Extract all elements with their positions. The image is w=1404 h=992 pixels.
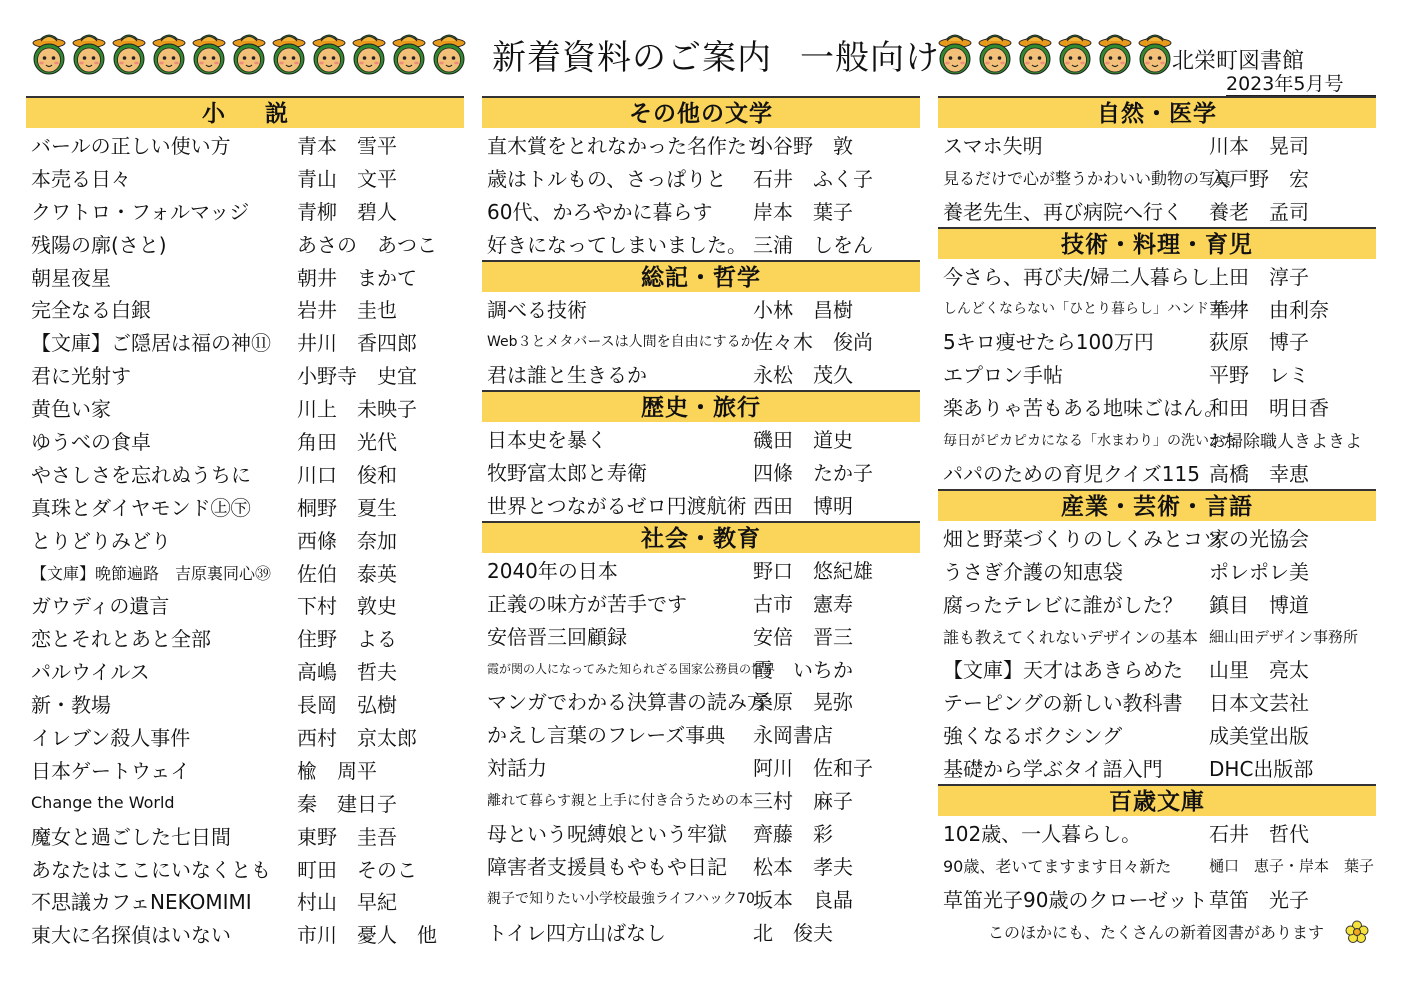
book-title: 対話力 [487, 756, 547, 781]
section-header: 小説 [26, 96, 464, 128]
book-author: 成美堂出版 [1209, 724, 1309, 749]
book-author: 北 俊夫 [753, 920, 833, 945]
book-title: 新・教場 [31, 693, 111, 718]
book-title: パルウイルス [31, 660, 150, 685]
book-row [482, 915, 920, 948]
watermelon-mascot-icon [1136, 28, 1174, 78]
book-title: 安倍晋三回顧録 [487, 624, 627, 649]
watermelon-mascot-icon [190, 28, 228, 78]
book-author: お掃除職人きよきよ [1209, 432, 1362, 453]
book-title: あなたはここにいなくとも [31, 857, 271, 882]
book-title: 離れて暮らす親と上手に付き合うための本 [487, 792, 753, 809]
book-title: 草笛光子90歳のクローゼット [943, 887, 1208, 912]
book-author: 井川 香四郎 [297, 331, 417, 356]
book-title: 2040年の日本 [487, 558, 618, 583]
mascot-row-left [30, 28, 468, 78]
book-title: 霞が関の人になってみた知られざる国家公務員の世界 [487, 661, 776, 676]
watermelon-mascot-icon [430, 28, 468, 78]
book-row [482, 488, 920, 521]
book-title: 残陽の廓(さと) [31, 232, 167, 257]
book-row [938, 128, 1376, 161]
book-row [938, 816, 1376, 849]
book-row [938, 652, 1376, 685]
watermelon-mascot-icon [70, 28, 108, 78]
book-row [26, 391, 464, 424]
book-author: 三浦 しをん [753, 232, 873, 257]
book-title: 102歳、一人暮らし。 [943, 821, 1142, 846]
book-author: ポレポレ美 [1209, 559, 1309, 584]
watermelon-mascot-icon [110, 28, 148, 78]
book-row [26, 424, 464, 457]
book-title: とりどりみどり [31, 528, 171, 553]
book-author: 石井 哲代 [1209, 821, 1309, 846]
book-row [26, 457, 464, 490]
book-author: 霞 いちか [753, 657, 853, 682]
book-title: しんどくならない「ひとり暮らし」ハンドブック [943, 301, 1250, 317]
book-row [482, 553, 920, 586]
book-row [938, 194, 1376, 227]
book-author: 齊藤 彩 [753, 821, 833, 846]
book-row [482, 882, 920, 915]
book-title: ガウディの遺言 [31, 594, 170, 619]
section-header: 産業・芸術・言語 [938, 489, 1376, 521]
book-row [26, 786, 464, 819]
book-author: 永松 茂久 [753, 363, 853, 388]
book-title: 障害者支援員もやもや日記 [487, 854, 727, 879]
book-author: 養老 孟司 [1209, 199, 1309, 224]
book-author: 華井 由利奈 [1209, 297, 1329, 322]
book-author: あさの あつこ [297, 232, 437, 257]
column-1 [26, 96, 464, 950]
book-author: 川本 晃司 [1209, 133, 1309, 158]
book-author: 和田 明日香 [1209, 396, 1329, 421]
book-title: 魔女と過ごした七日間 [31, 824, 231, 849]
book-row [482, 783, 920, 816]
book-row [26, 588, 464, 621]
book-author: 西村 京太郎 [297, 725, 417, 750]
book-row [26, 292, 464, 325]
section-header: 自然・医学 [938, 96, 1376, 128]
book-row [482, 586, 920, 619]
book-row [482, 849, 920, 882]
page-title-sub: 一般向け [800, 38, 940, 78]
book-author: 日本文芸社 [1209, 691, 1309, 716]
book-title: 正義の味方が苦手です [487, 591, 687, 616]
book-row [482, 324, 920, 357]
book-title: Web３とメタバースは人間を自由にするか [487, 333, 755, 350]
book-row [482, 128, 920, 161]
book-title: 養老先生、再び病院へ行く [943, 199, 1183, 224]
book-title: Change the World [31, 792, 175, 812]
watermelon-mascot-icon [1096, 28, 1134, 78]
book-author: DHC出版部 [1209, 757, 1314, 782]
book-row [26, 227, 464, 260]
book-title: 日本ゲートウェイ [31, 758, 191, 783]
book-title: 【文庫】ご隠居は福の神⑪ [31, 331, 271, 356]
section-header: 歴史・旅行 [482, 390, 920, 422]
section-header: 社会・教育 [482, 521, 920, 553]
book-row [482, 717, 920, 750]
column-3 [938, 96, 1376, 915]
book-title: ゆうべの食卓 [31, 429, 151, 454]
book-title: パパのための育児クイズ115 [943, 461, 1200, 486]
book-author: 平野 レミ [1209, 363, 1309, 388]
watermelon-mascot-icon [1016, 28, 1054, 78]
book-row [26, 621, 464, 654]
page-title [492, 30, 940, 79]
book-title: バールの正しい使い方 [31, 133, 231, 158]
book-title: マンガでわかる決算書の読み方 [487, 690, 767, 715]
book-title: 【文庫】晩節遍路 吉原裏同心㊴ [31, 563, 272, 583]
book-row [26, 556, 464, 589]
book-row [482, 455, 920, 488]
book-author: 上田 淳子 [1209, 264, 1309, 289]
book-author: 坂本 良晶 [753, 887, 853, 912]
book-row [26, 490, 464, 523]
book-row [26, 917, 464, 950]
book-title: クワトロ・フォルマッジ [31, 199, 250, 224]
book-title: 楽ありゃ苦もある地味ごはん。 [943, 396, 1225, 421]
book-author: 佐伯 泰英 [297, 561, 397, 586]
book-author: 岩井 圭也 [297, 298, 397, 323]
book-author: 川口 俊和 [297, 462, 397, 487]
section-header: 百歳文庫 [938, 784, 1376, 816]
watermelon-mascot-icon [270, 28, 308, 78]
book-title: 真珠とダイヤモンド㊤㊦ [31, 495, 251, 520]
book-author: 佐々木 俊尚 [753, 330, 873, 355]
book-row [938, 357, 1376, 390]
book-title: 腐ったテレビに誰がした？ [943, 592, 1183, 617]
book-title: トイレ四方山ばなし [487, 920, 666, 945]
book-title: 君は誰と生きるか [487, 363, 647, 388]
book-row [26, 161, 464, 194]
watermelon-mascot-icon [1056, 28, 1094, 78]
book-row [938, 685, 1376, 718]
book-row [482, 357, 920, 390]
book-row [26, 654, 464, 687]
book-title: 歳はトルもの、さっぱりと [487, 166, 727, 191]
book-row [938, 423, 1376, 456]
book-row [938, 587, 1376, 620]
book-row [482, 161, 920, 194]
book-author: 桑原 晃弥 [753, 690, 853, 715]
book-row [938, 161, 1376, 194]
watermelon-mascot-icon [350, 28, 388, 78]
book-title: 東大に名探偵はいない [31, 923, 231, 948]
book-title: 好きになってしまいました。 [487, 232, 747, 257]
book-title: 5キロ痩せたら100万円 [943, 330, 1154, 355]
flower-icon [1345, 920, 1369, 944]
book-author: 西條 奈加 [297, 528, 397, 553]
book-author: 小野寺 史宜 [297, 364, 417, 389]
book-row [938, 390, 1376, 423]
book-author: 草笛 光子 [1209, 887, 1309, 912]
book-title: 親子で知りたい小学校最強ライフハック70 [487, 891, 755, 908]
book-author: 家の光協会 [1209, 526, 1309, 551]
book-title: 朝星夜星 [31, 265, 111, 290]
book-row [482, 292, 920, 325]
book-row [26, 260, 464, 293]
book-author: 安倍 晋三 [753, 624, 853, 649]
library-name: 北栄町図書館 [1172, 49, 1305, 74]
book-author: 青柳 碧人 [297, 199, 397, 224]
section-header: その他の文学 [482, 96, 920, 128]
book-title: 牧野富太郎と寿衛 [487, 461, 647, 486]
book-author: 高嶋 哲夫 [297, 660, 397, 685]
section-header: 技術・料理・育児 [938, 227, 1376, 259]
book-author: 角田 光代 [297, 429, 397, 454]
book-title: 調べる技術 [487, 297, 587, 322]
book-row [26, 358, 464, 391]
book-row [938, 259, 1376, 292]
book-title: 【文庫】天才はあきらめた [943, 658, 1183, 683]
book-title: 黄色い家 [31, 397, 111, 422]
book-author: 入戸野 宏 [1209, 166, 1309, 191]
book-title: 毎日がピカピカになる「水まわり」の洗いかた [943, 432, 1237, 449]
book-title: 今さら、再び夫/婦二人暮らし [943, 264, 1210, 289]
book-title: やさしさを忘れぬうちに [31, 462, 251, 487]
book-title: 見るだけで心が整うかわいい動物の写真 [943, 168, 1232, 188]
book-row [482, 652, 920, 685]
book-title: うさぎ介護の知恵袋 [943, 559, 1123, 584]
book-author: 東野 圭吾 [297, 824, 397, 849]
book-title: エプロン手帖 [943, 363, 1063, 388]
book-title: イレブン殺人事件 [31, 725, 191, 750]
book-row [26, 194, 464, 227]
book-title: 直木賞をとれなかった名作たち [487, 133, 767, 158]
book-author: 西田 博明 [753, 493, 853, 518]
watermelon-mascot-icon [310, 28, 348, 78]
book-author: 小林 昌樹 [753, 297, 853, 322]
page-title-main: 新着資料のご案内 [492, 38, 772, 78]
book-row [26, 325, 464, 358]
book-row [26, 819, 464, 852]
watermelon-mascot-icon [936, 28, 974, 78]
book-row [938, 521, 1376, 554]
book-row [938, 882, 1376, 915]
watermelon-mascot-icon [390, 28, 428, 78]
book-row [482, 750, 920, 783]
book-author: 桐野 夏生 [297, 495, 397, 520]
book-title: 不思議カフェNEKOMIMI [31, 890, 252, 915]
book-author: 川上 未映子 [297, 397, 417, 422]
book-author: 市川 憂人 他 [297, 923, 437, 948]
book-row [482, 816, 920, 849]
footer-note: このほかにも、たくさんの新着図書があります [988, 923, 1325, 942]
book-author: 小谷野 敦 [753, 133, 853, 158]
book-author: 町田 そのこ [297, 857, 417, 882]
book-row [482, 684, 920, 717]
book-title: 母という呪縛娘という牢獄 [487, 821, 727, 846]
book-author: 磯田 道史 [753, 428, 853, 453]
book-title: 基礎から学ぶタイ語入門 [943, 757, 1163, 782]
book-author: 阿川 佐和子 [753, 756, 873, 781]
book-title: 完全なる白銀 [31, 298, 151, 323]
book-row [938, 554, 1376, 587]
book-row [938, 456, 1376, 489]
book-row [26, 128, 464, 161]
book-title: 本売る日々 [31, 166, 131, 191]
book-author: 石井 ふく子 [753, 166, 873, 191]
book-row [482, 194, 920, 227]
book-author: 住野 よる [297, 627, 397, 652]
book-author: 秦 建日子 [297, 791, 397, 816]
section-header: 総記・哲学 [482, 260, 920, 292]
book-row [26, 523, 464, 556]
book-row [482, 422, 920, 455]
book-title: 恋とそれとあと全部 [31, 627, 211, 652]
book-author: 高橋 幸恵 [1209, 461, 1309, 486]
book-title: 60代、かろやかに暮らす [487, 199, 713, 224]
book-row [938, 718, 1376, 751]
watermelon-mascot-icon [30, 28, 68, 78]
book-row [26, 852, 464, 885]
book-author: 山里 亮太 [1209, 658, 1309, 683]
book-row [26, 720, 464, 753]
watermelon-mascot-icon [230, 28, 268, 78]
book-author: 荻原 博子 [1209, 330, 1309, 355]
watermelon-mascot-icon [976, 28, 1014, 78]
book-title: テーピングの新しい教科書 [943, 691, 1183, 716]
book-title: かえし言葉のフレーズ事典 [487, 723, 726, 748]
book-title: 強くなるボクシング [943, 724, 1123, 749]
watermelon-mascot-icon [150, 28, 188, 78]
mascot-row-right [936, 28, 1174, 78]
book-row [938, 751, 1376, 784]
book-author: 野口 悠紀雄 [753, 558, 873, 583]
book-author: 岸本 葉子 [753, 199, 853, 224]
book-author: 鎮目 博道 [1209, 592, 1309, 617]
book-author: 朝井 まかて [297, 265, 417, 290]
book-author: 下村 敦史 [297, 594, 397, 619]
book-row [938, 620, 1376, 653]
book-author: 長岡 弘樹 [297, 693, 397, 718]
book-row [938, 324, 1376, 357]
book-author: 永岡書店 [753, 723, 833, 748]
book-row [938, 292, 1376, 325]
book-author: 村山 早紀 [297, 890, 397, 915]
book-row [938, 849, 1376, 882]
book-author: 細山田デザイン事務所 [1209, 627, 1358, 646]
book-row [26, 753, 464, 786]
book-title: スマホ失明 [943, 133, 1043, 158]
book-row [482, 227, 920, 260]
book-title: 畑と野菜づくりのしくみとコツ [943, 526, 1223, 551]
book-author: 四條 たか子 [753, 461, 873, 486]
book-author: 松本 孝夫 [753, 854, 853, 879]
book-author: 青本 雪平 [297, 133, 397, 158]
book-row [482, 619, 920, 652]
book-author: 三村 麻子 [753, 789, 853, 814]
book-title: 90歳、老いてますます日々新た [943, 856, 1172, 876]
book-title: 日本史を暴く [487, 428, 607, 453]
book-author: 古市 憲寿 [753, 591, 853, 616]
book-title: 世界とつながるゼロ円渡航術 [487, 493, 747, 518]
book-row [26, 687, 464, 720]
book-title: 誰も教えてくれないデザインの基本 [943, 627, 1198, 647]
book-author: 樋口 恵子・岸本 葉子 [1209, 856, 1375, 875]
book-title: 君に光射す [31, 364, 131, 389]
issue-date: 2023年5月号 [1226, 73, 1376, 96]
column-2 [482, 96, 920, 948]
book-author: 青山 文平 [297, 166, 397, 191]
book-row [26, 884, 464, 917]
book-author: 楡 周平 [297, 758, 377, 783]
